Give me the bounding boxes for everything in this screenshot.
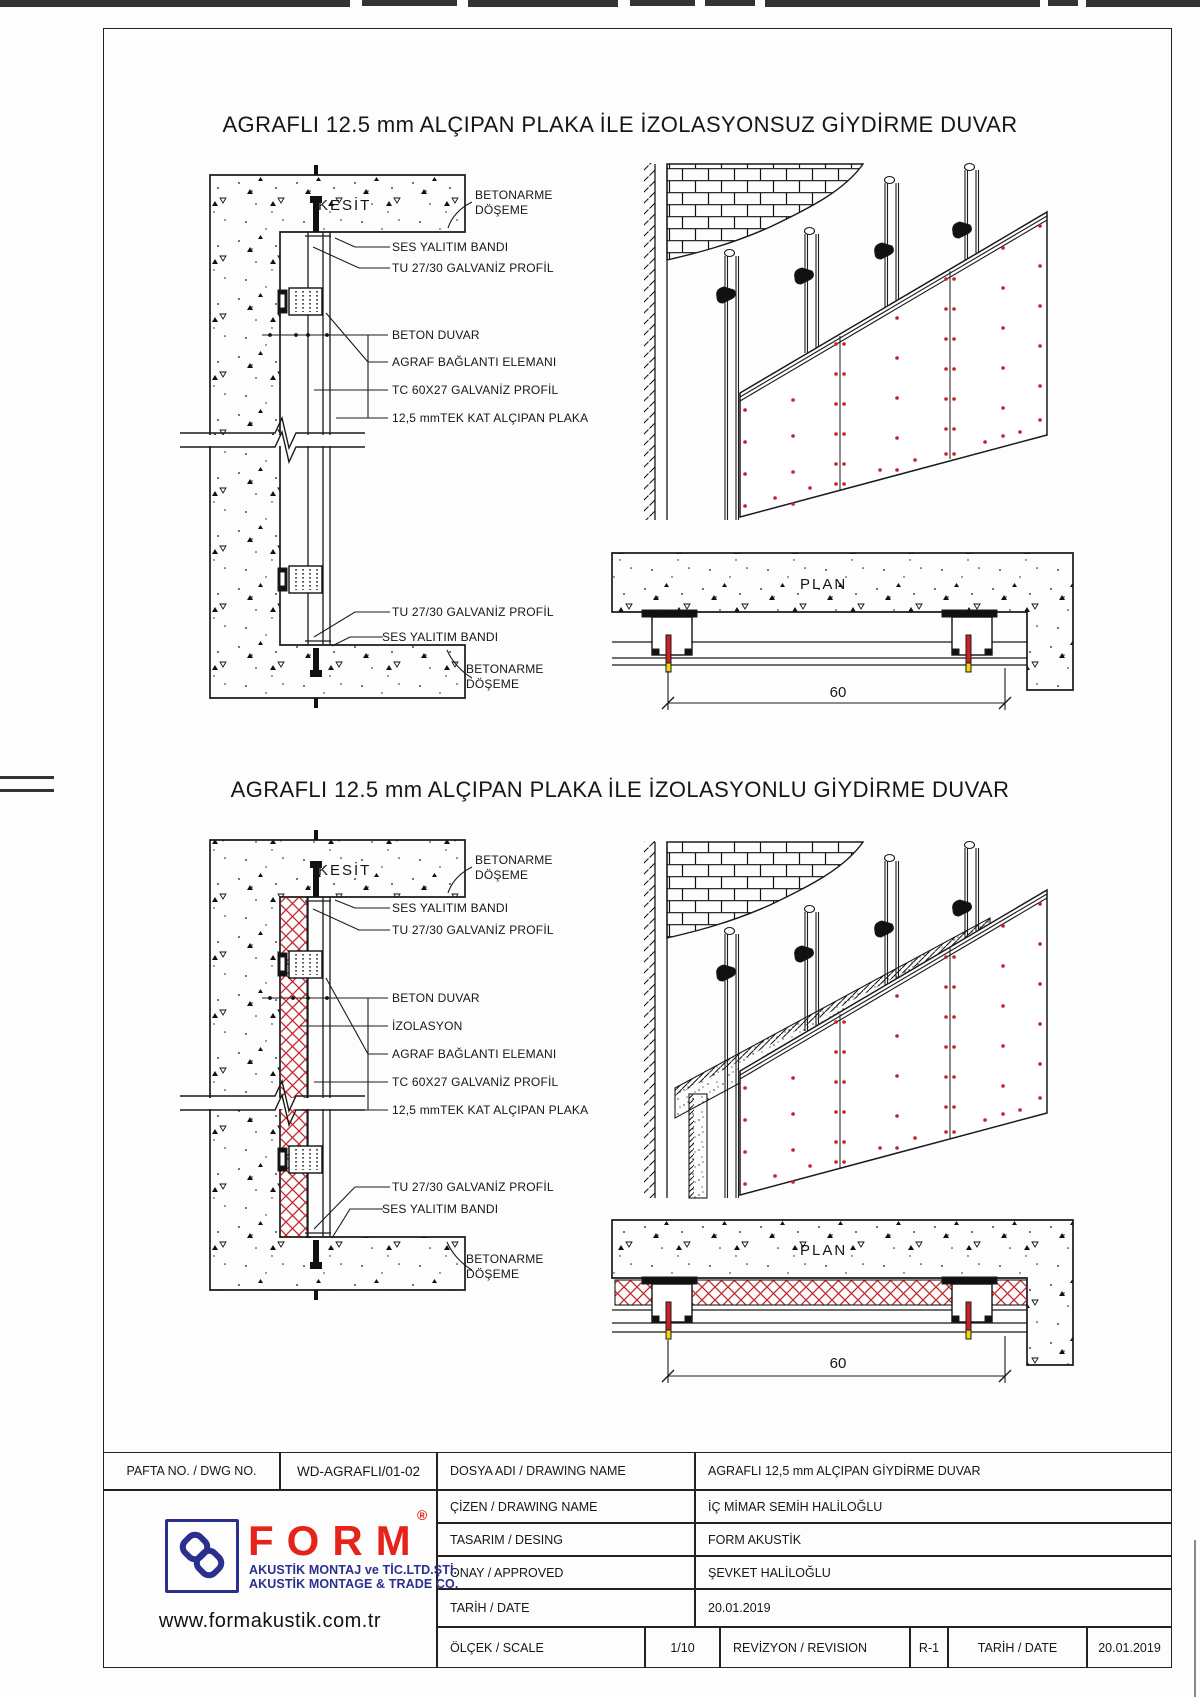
view-label-plan-2: PLAN [800, 1242, 848, 1259]
olcek-label: ÖLÇEK / SCALE [450, 1640, 544, 1655]
revizyon-value-cell [910, 1627, 948, 1668]
dimension-text-2: 60 [829, 1355, 847, 1372]
dimension-text-1: 60 [829, 684, 847, 701]
dosya-label-cell [437, 1452, 695, 1490]
dosya-value-cell [695, 1452, 1172, 1490]
logo-subtitle-line2: AKUSTİK MONTAGE & TRADE CO. [249, 1577, 459, 1591]
revision-value: R-1 [918, 1640, 940, 1655]
isometric-view-2 [644, 841, 1047, 1198]
tarih2-label: TARİH / DATE [977, 1640, 1058, 1655]
callout-board-1: 12,5 mmTEK KAT ALÇIPAN PLAKA [392, 411, 589, 425]
tarih-value-cell [695, 1589, 1172, 1627]
callout-slab-bottom-2: BETONARME DÖŞEME [466, 1252, 544, 1281]
callout-channel-2: TC 60X27 GALVANİZ PROFİL [392, 1075, 559, 1089]
dosya-label: DOSYA ADI / DRAWING NAME [450, 1464, 626, 1478]
view-label-plan-1: PLAN [800, 576, 848, 593]
view-label-kesit-1: KESİT [318, 197, 372, 214]
callout-slab-bottom-1: BETONARME DÖŞEME [466, 662, 544, 691]
tarih-label-cell [437, 1589, 695, 1627]
callout-board-2: 12,5 mmTEK KAT ALÇIPAN PLAKA [392, 1103, 589, 1117]
callout-tape-top-1: SES YALITIM BANDI [392, 240, 509, 254]
tarih2-label-cell [948, 1627, 1087, 1668]
cizen-label-cell [437, 1490, 695, 1523]
revizyon-label-cell [720, 1627, 910, 1668]
cizen-label: ÇİZEN / DRAWING NAME [450, 1499, 598, 1514]
callout-track-top-2: TU 27/30 GALVANİZ PROFİL [392, 923, 554, 937]
onay-label: ONAY / APPROVED [450, 1565, 564, 1580]
olcek-label-cell [437, 1627, 645, 1668]
callout-insulation-2: İZOLASYON [392, 1019, 463, 1033]
approved-by: ŞEVKET HALİLOĞLU [708, 1565, 831, 1580]
revizyon-label: REVİZYON / REVISION [733, 1640, 868, 1655]
tarih2-value-cell [1087, 1627, 1172, 1668]
tasarim-label: TASARIM / DESING [450, 1532, 563, 1547]
drawn-by: İÇ MİMAR SEMİH HALİLOĞLU [708, 1499, 883, 1514]
date-value: 20.01.2019 [708, 1601, 771, 1615]
registered-trademark-icon: ® [417, 1507, 428, 1523]
tasarim-label-cell [437, 1523, 695, 1556]
callout-wall-2: BETON DUVAR [392, 991, 480, 1005]
olcek-value-cell [645, 1627, 720, 1668]
callout-track-bottom-1: TU 27/30 GALVANİZ PROFİL [392, 605, 554, 619]
insulation-layer [280, 897, 307, 1237]
callout-wall-1: BETON DUVAR [392, 328, 480, 342]
callout-slab-top-2: BETONARME DÖŞEME [475, 853, 553, 882]
pafta-label-cell [103, 1452, 280, 1490]
revision-date-value: 20.01.2019 [1098, 1640, 1161, 1655]
callout-track-top-1: TU 27/30 GALVANİZ PROFİL [392, 261, 554, 275]
callout-slab-top-1: BETONARME DÖŞEME [475, 188, 553, 217]
detail-title-2: AGRAFLI 12.5 mm ALÇIPAN PLAKA İLE İZOLASYONLU GİYDİRME DUVAR [230, 777, 1010, 802]
callout-agraf-2: AGRAF BAĞLANTI ELEMANI [392, 1047, 557, 1061]
scale-value: 1/10 [670, 1640, 695, 1655]
tasarim-value-cell [695, 1523, 1172, 1556]
onay-label-cell [437, 1556, 695, 1589]
designed-by: FORM AKUSTİK [708, 1532, 802, 1547]
detail-title-1: AGRAFLI 12.5 mm ALÇIPAN PLAKA İLE İZOLASYONSUZ GİYDİRME DUVAR [222, 112, 1018, 137]
callout-tape-bottom-2: SES YALITIM BANDI [382, 1202, 499, 1216]
tarih-label: TARİH / DATE [450, 1601, 530, 1615]
pafta-value-cell [280, 1452, 437, 1490]
drawing-name: AGRAFLI 12,5 mm ALÇIPAN GİYDİRME DUVAR [708, 1464, 981, 1478]
logo-subtitle [249, 1563, 458, 1591]
pafta-label: PAFTA NO. / DWG NO. [126, 1464, 257, 1478]
logo-subtitle-line1: AKUSTİK MONTAJ ve TİC.LTD.ŞTİ. [249, 1563, 458, 1577]
onay-value-cell [695, 1556, 1172, 1589]
view-label-kesit-2: KESİT [318, 862, 372, 879]
website-url: www.formakustik.com.tr [158, 1610, 382, 1632]
callout-channel-1: TC 60X27 GALVANİZ PROFİL [392, 383, 559, 397]
callout-tape-top-2: SES YALITIM BANDI [392, 901, 509, 915]
drawing-number: WD-AGRAFLI/01-02 [296, 1463, 421, 1479]
callout-tape-bottom-1: SES YALITIM BANDI [382, 630, 499, 644]
form-logo-mark [165, 1519, 239, 1593]
callout-track-bottom-2: TU 27/30 GALVANİZ PROFİL [392, 1180, 554, 1194]
isometric-view-1 [644, 163, 1047, 520]
form-logo-word: FORM [248, 1517, 424, 1564]
cizen-value-cell [695, 1490, 1172, 1523]
callout-agraf-1: AGRAF BAĞLANTI ELEMANI [392, 355, 557, 369]
